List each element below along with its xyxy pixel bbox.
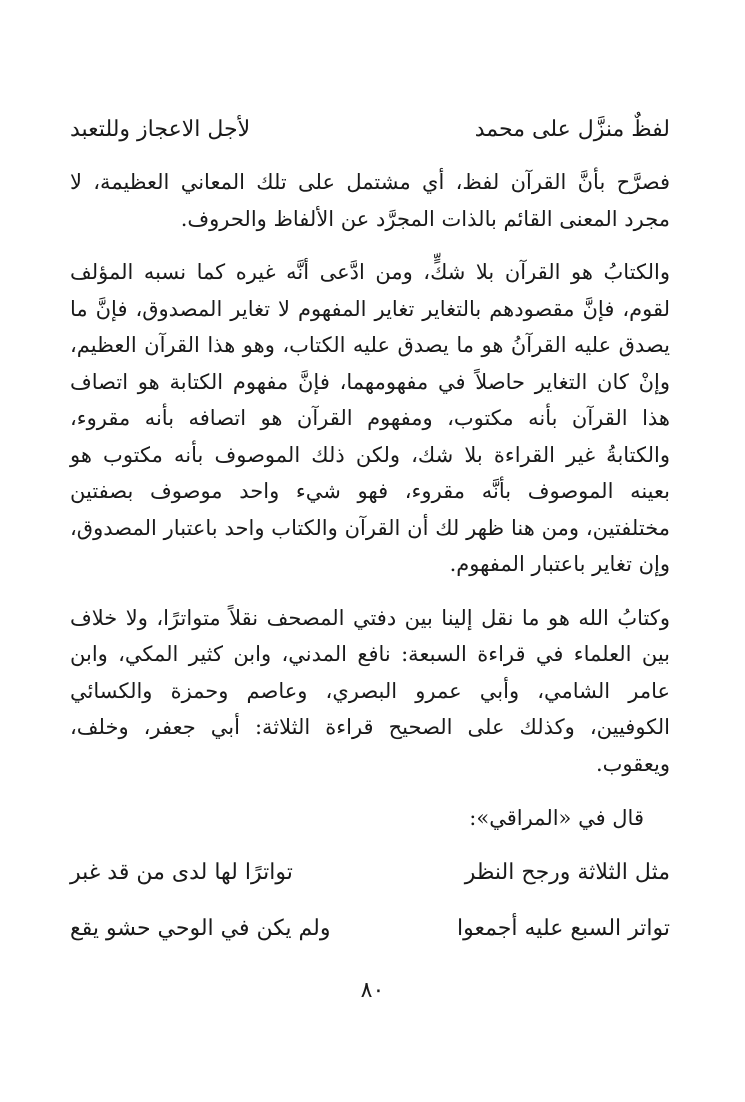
top-verse-left-hemistich: لأجل الاعجاز وللتعبد <box>70 117 251 142</box>
top-verse <box>70 110 670 150</box>
top-verse-right-hemistich: لفظٌ منزَّل على محمد <box>474 117 670 142</box>
page-body <box>70 110 670 960</box>
verse-right-hemistich: تواتر السبع عليه أجمعوا <box>457 916 670 941</box>
paragraph-2: والكتابُ هو القرآن بلا شكٍّ، ومن ادَّعى أنَّه غيره كما نسبه المؤلف لقوم، فإنَّ مقصودهم بالتغاير تغاير المفهوم لا تغاير المصدوق، فإنَّ ما يصدق عليه القرآنُ هو ما يصدق عليه الكتاب، وهو هذا القرآن العظيم، وإنْ كان التغاير حاصلاً في مفهومهما، فإنَّ مفهوم الكتابة هو اتصاف هذا القرآن بأنه مكتوب، ومفهوم القرآن هو اتصافه بأنه مقروء، والكتابةُ غير القراءة بلا شك، ولكن ذلك الموصوف بأنه مكتوب هو بعينه الموصوف بأنَّه مقروء، فهو شيء واحد موصوف بصفتين مختلفتين، ومن هنا ظهر لك أن القرآن والكتاب واحد باعتبار المصدوق، وإن تغاير باعتبار المفهوم. <box>70 260 670 576</box>
bottom-verses <box>70 848 670 954</box>
paragraph-1: فصرَّح بأنَّ القرآن لفظ، أي مشتمل على تلك المعاني العظيمة، لا مجرد المعنى القائم بالذات المجرَّد عن الألفاظ والحروف. <box>70 170 670 231</box>
verse-line <box>70 904 670 954</box>
paragraph-3: وكتابُ الله هو ما نقل إلينا بين دفتي المصحف نقلاً متواترًا، ولا خلاف بين العلماء في قراءة السبعة: نافع المدني، وابن كثير المكي، وابن عامر الشامي، وأبي عمرو البصري، وعاصم وحمزة والكسائي الكوفيين، وكذلك على الصحيح قراءة الثلاثة: أبي جعفر، وخلف، ويعقوب. <box>70 605 670 776</box>
verse-line <box>70 848 670 898</box>
quote-intro: قال في «المراقي»: <box>469 806 644 830</box>
verse-left-hemistich: تواترًا لها لدى من قد غبر <box>70 860 293 885</box>
verse-right-hemistich: مثل الثلاثة ورجح النظر <box>464 860 670 885</box>
verse-left-hemistich: ولم يكن في الوحي حشو يقع <box>70 916 331 941</box>
page-number: ٨٠ <box>360 978 385 1003</box>
